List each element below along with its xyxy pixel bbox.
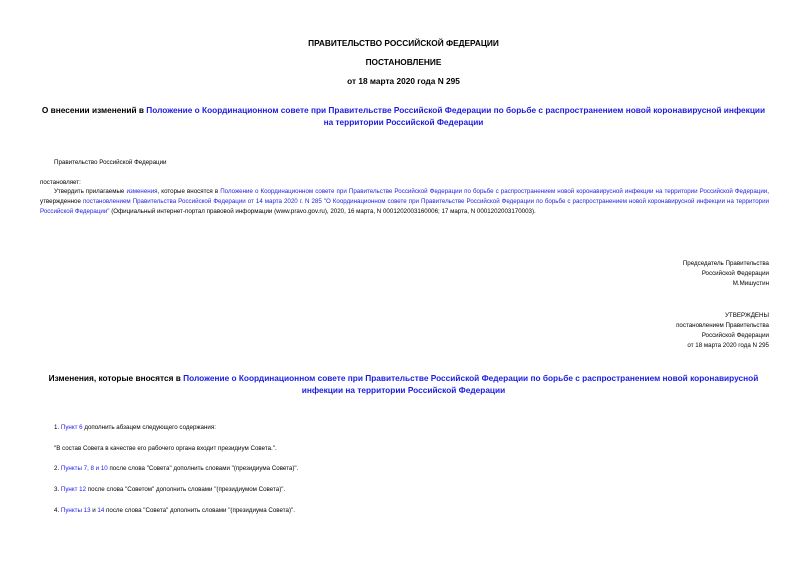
para-text-2: , которые вносятся в — [157, 188, 221, 195]
para-text-3: , утвержденное — [40, 188, 769, 205]
approval-line-1: УТВЕРЖДЕНЫ — [725, 312, 769, 319]
item-text: после слова "Совета" дополнить словами "(президиума Совета)". — [107, 465, 299, 472]
decree-paragraph — [40, 187, 769, 217]
signature-block — [683, 259, 769, 289]
government-heading: ПРАВИТЕЛЬСТВО РОССИЙСКОЙ ФЕДЕРАЦИИ — [308, 38, 499, 48]
signature-name: М.Мишустин — [732, 280, 769, 287]
doc-date-number: от 18 марта 2020 года N 295 — [347, 76, 460, 86]
signature-org: Российской Федерации — [701, 270, 769, 277]
government-line: Правительство Российской Федерации — [54, 159, 167, 166]
list-item — [54, 485, 285, 495]
regulation-link[interactable]: Положение о Координационном совете при Правительстве Российской Федерации по борьбе с распространением новой коронавирусной инфекции на территории Российской Федерации — [146, 105, 766, 127]
item-number: 3. — [54, 486, 61, 493]
para-text-1: Утвердить прилагаемые — [54, 188, 127, 195]
approval-line-3: Российской Федерации — [701, 332, 769, 339]
item-link[interactable]: Пункты 7, 8 и 10 — [60, 465, 108, 472]
item-link[interactable]: Пункт 12 — [60, 486, 87, 493]
approval-line-2: постановлением Правительства — [676, 322, 769, 329]
item-text: после слова "Совета" дополнить словами "(президиума Совета)". — [104, 507, 295, 514]
list-item — [54, 423, 216, 433]
list-item — [54, 444, 277, 454]
para-text-4: (Официальный интернет-портал правовой информации (www.pravo.gov.ru), 2020, 16 марта, N 0001202003160006; 17 марта, N 0001202003170003). — [109, 208, 536, 215]
item-text: дополнить абзацем следующего содержания: — [82, 424, 216, 431]
decree-285-link[interactable]: постановлением Правительства Российской Федерации от 14 марта 2020 г. N 285 "О Координационном совете при Правительстве Российской Федерации по борьбе с распространением новой коронавирусной инфекции на территории Российской Федерации" — [40, 198, 770, 215]
approval-line-4: от 18 марта 2020 года N 295 — [687, 342, 769, 349]
item-link[interactable]: 14 — [97, 507, 105, 514]
item-number: 2. — [54, 465, 61, 472]
item-text: "В состав Совета в качестве его рабочего органа входит президиум Совета.". — [54, 445, 277, 452]
item-number: 1. — [54, 424, 61, 431]
regulation-link-body[interactable]: Положение о Координационном совете при Правительстве Российской Федерации по борьбе с распространением новой коронавирусной инфекции на территории Российской Федерации — [220, 188, 768, 195]
doc-type-heading: ПОСТАНОВЛЕНИЕ — [365, 57, 442, 67]
signature-title: Председатель Правительства — [682, 260, 769, 267]
item-number: 4. — [54, 507, 61, 514]
document-title — [40, 104, 767, 128]
decrees-line: постановляет: — [40, 179, 81, 186]
changes-link[interactable]: изменения — [126, 188, 158, 195]
item-link[interactable]: Пункт 6 — [60, 424, 83, 431]
title-prefix: О внесении изменений в — [41, 105, 147, 115]
changes-title — [40, 372, 767, 396]
approval-block — [676, 311, 769, 351]
item-conjunction: и — [90, 507, 98, 514]
item-text: после слова "Советом" дополнить словами "(президиумом Совета)". — [86, 486, 286, 493]
list-item — [54, 464, 298, 474]
changes-title-prefix: Изменения, которые вносятся в — [48, 373, 184, 383]
item-link[interactable]: Пункты 13 — [60, 507, 91, 514]
list-item — [54, 506, 295, 516]
changes-regulation-link[interactable]: Положение о Координационном совете при Правительстве Российской Федерации по борьбе с распространением новой коронавирусной инфекции на территории Российской Федерации — [183, 373, 759, 395]
